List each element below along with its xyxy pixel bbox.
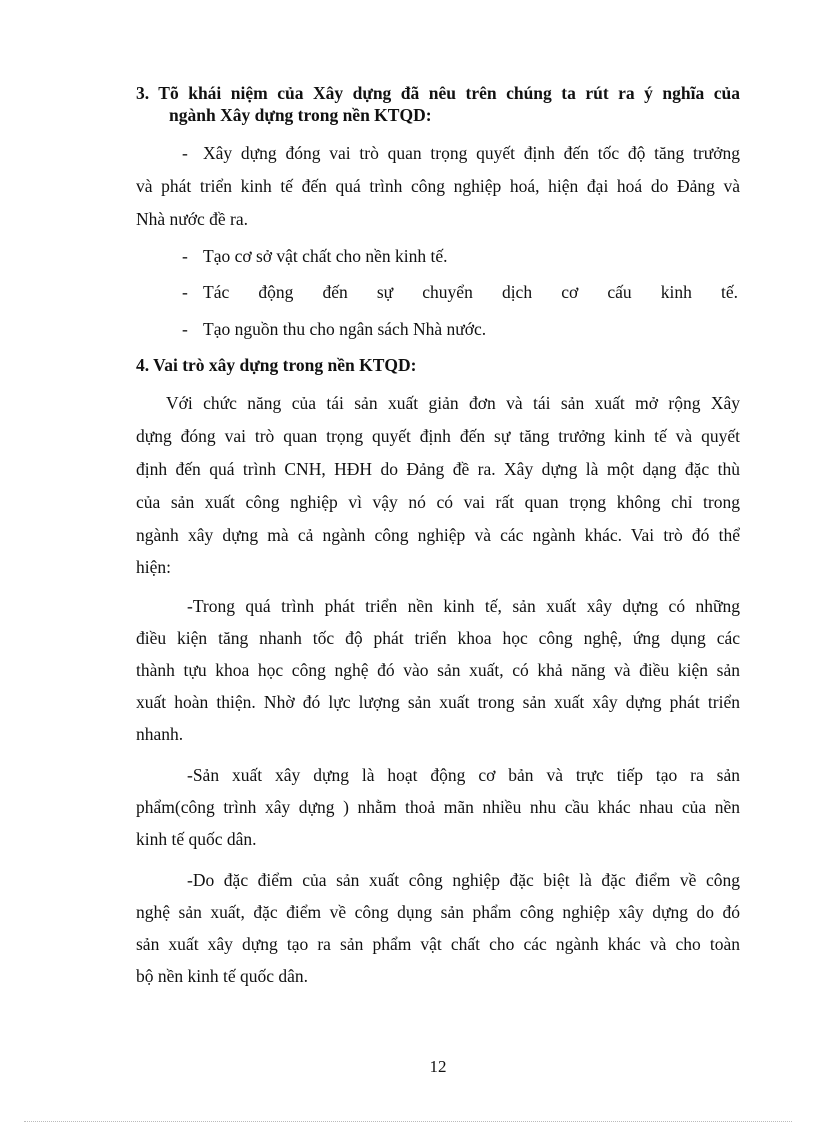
bullet-dash: - (182, 319, 188, 339)
bullet-1-line-2: và phát triển kinh tế đến quá trình công nghiệp hoá, hiện đại hoá do Đảng và (136, 176, 740, 196)
bullet-dash: - (182, 246, 188, 266)
bullet-4-text: Tạo nguồn thu cho ngân sách Nhà nước. (203, 319, 487, 339)
para-2-line-3: kinh tế quốc dân. (136, 829, 257, 849)
bullet-3-text: Tác động đến sự chuyển dịch cơ cấu kinh tế. (203, 282, 738, 302)
section-4-heading: 4. Vai trò xây dựng trong nền KTQD: (136, 355, 417, 375)
bullet-2-text: Tạo cơ sở vật chất cho nền kinh tế. (203, 246, 448, 266)
para-1-line-2: điều kiện tăng nhanh tốc độ phát triển khoa học công nghệ, ứng dụng các (136, 628, 740, 648)
para-3-line-1: -Do đặc điểm của sản xuất công nghiệp đặc biệt là đặc điểm về công (187, 870, 740, 890)
para-1-line-3: thành tựu khoa học công nghệ đó vào sản xuất, có khả năng và điều kiện sản (136, 660, 740, 680)
intro-line-2: dựng đóng vai trò quan trọng quyết định đến sự tăng trưởng kinh tế và quyết (136, 426, 740, 446)
bullet-1-line-3: Nhà nước đề ra. (136, 209, 249, 229)
page-number: 12 (429, 1057, 447, 1076)
section-3-heading-line-2: ngành Xây dựng trong nền KTQD: (169, 105, 432, 125)
intro-line-4: của sản xuất công nghiệp vì vậy nó có vai rất quan trọng không chỉ trong (136, 492, 740, 512)
para-3-line-3: sản xuất xây dựng tạo ra sản phẩm vật chất cho các ngành khác và cho toàn (136, 934, 740, 954)
para-3-line-2: nghệ sản xuất, đặc điểm về công dụng sản phẩm công nghiệp xây dựng do đó (136, 902, 740, 922)
para-3-line-4: bộ nền kinh tế quốc dân. (136, 966, 309, 986)
bullet-dash: - (182, 143, 188, 163)
intro-line-5: ngành xây dựng mà cả ngành công nghiệp và các ngành khác. Vai trò đó thể (136, 525, 740, 545)
section-3-heading-line-1: 3. Tõ khái niệm của Xây dựng đã nêu trên chúng ta rút ra ý nghĩa của (136, 83, 740, 103)
page-bottom-divider (24, 1121, 792, 1122)
bullet-1-line-1: Xây dựng đóng vai trò quan trọng quyết định đến tốc độ tăng trưởng (203, 143, 740, 163)
intro-line-1: Với chức năng của tái sản xuất giản đơn và tái sản xuất mở rộng Xây (166, 393, 740, 413)
para-2-line-2: phẩm(công trình xây dựng ) nhằm thoả mãn nhiều nhu cầu khác nhau của nền (136, 797, 740, 817)
para-1-line-4: xuất hoàn thiện. Nhờ đó lực lượng sản xuất trong sản xuất xây dựng phát triển (136, 692, 740, 712)
bullet-dash: - (182, 282, 188, 302)
para-1-line-5: nhanh. (136, 724, 184, 744)
intro-line-6: hiện: (136, 557, 171, 577)
para-1-line-1: -Trong quá trình phát triển nền kinh tế, sản xuất xây dựng có những (187, 596, 740, 616)
intro-line-3: định đến quá trình CNH, HĐH do Đảng đề ra. Xây dựng là một dạng đặc thù (136, 459, 740, 479)
para-2-line-1: -Sản xuất xây dựng là hoạt động cơ bản và trực tiếp tạo ra sản (187, 765, 740, 785)
